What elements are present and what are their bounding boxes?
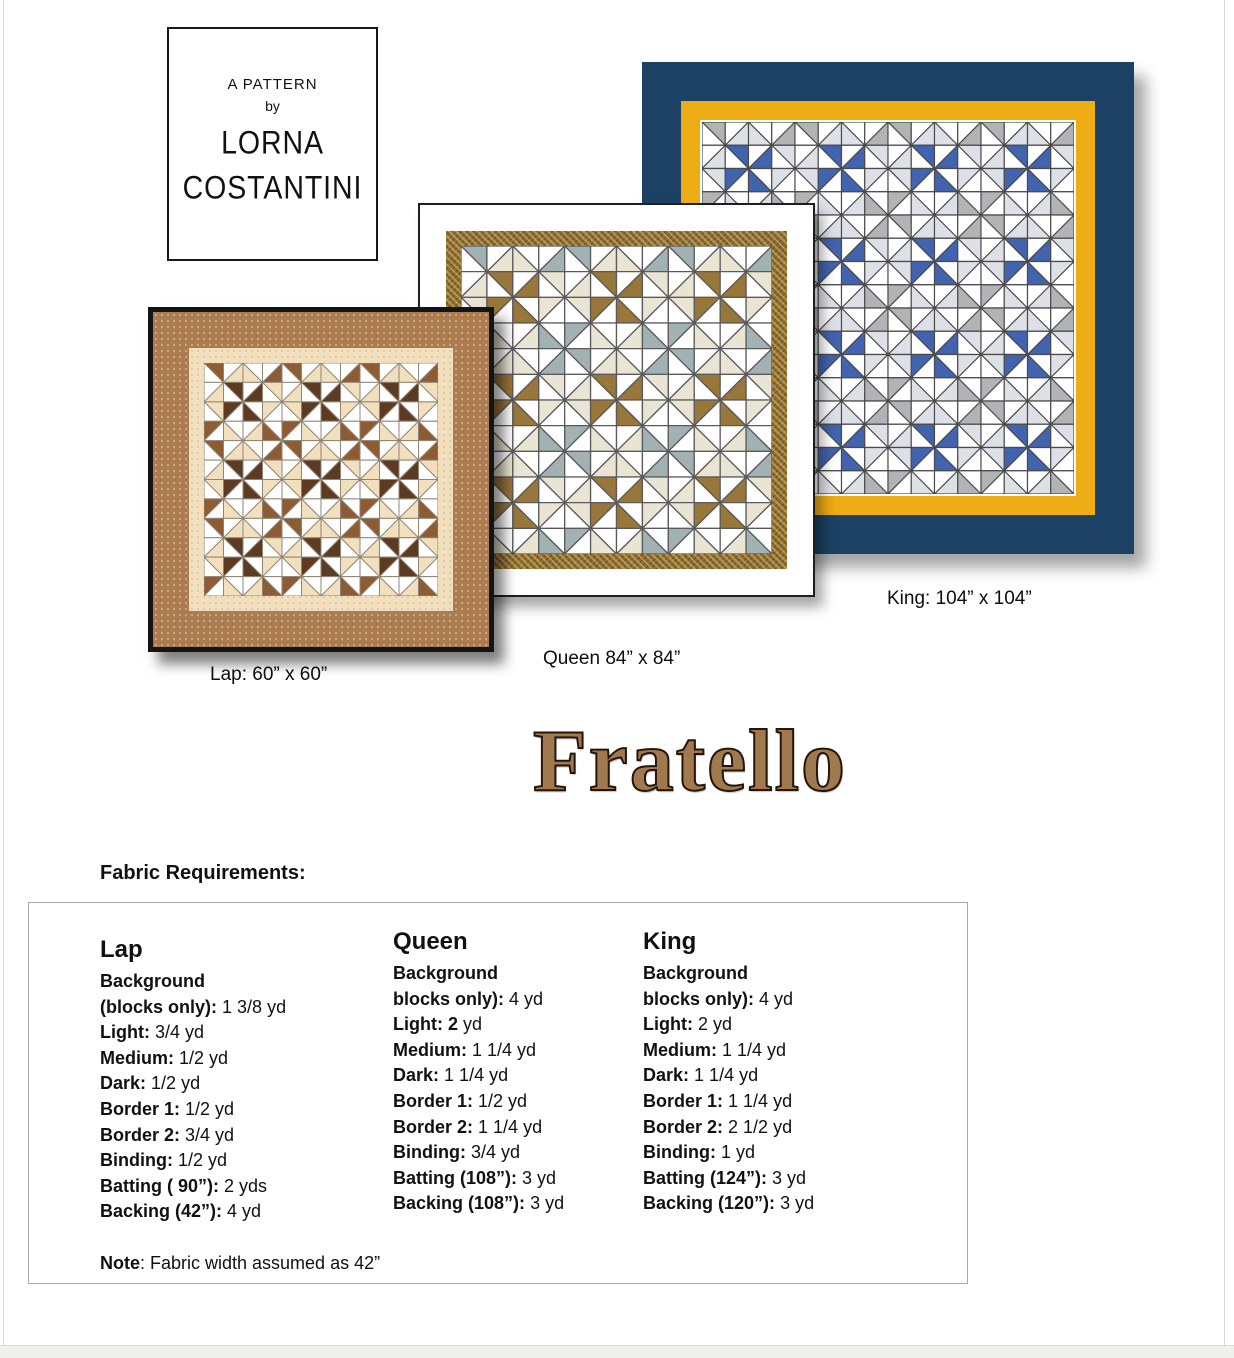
req-line-value [180, 1125, 234, 1145]
req-line-label: Dark: [643, 1065, 690, 1086]
req-line [100, 1097, 380, 1123]
req-line-label: Light: [643, 1014, 693, 1035]
req-line [643, 961, 923, 987]
req-line-value [222, 1201, 261, 1221]
req-line [643, 1166, 923, 1192]
req-line [643, 987, 923, 1013]
req-line-value [180, 1099, 234, 1119]
req-line-value-text: 2 1/2 yd [728, 1116, 793, 1137]
req-line-value [174, 1048, 228, 1068]
req-line [643, 1115, 923, 1141]
req-line-label: Dark: [100, 1073, 147, 1094]
fabric-requirements-heading: Fabric Requirements: [100, 862, 306, 884]
quilt-lap-preview [148, 307, 494, 652]
req-line-value [767, 1168, 806, 1188]
req-line-value-text: 1 3/8 yd [222, 996, 287, 1017]
req-line-value [717, 1040, 786, 1060]
req-line-value [466, 1142, 520, 1162]
req-line-value-text: 2 yd [698, 1014, 733, 1035]
req-line-value-text: 3 yd [522, 1167, 557, 1188]
req-line-value-text: 1/2 yd [185, 1098, 235, 1119]
credit-line-costantini: COSTANTINI [182, 168, 363, 207]
req-line-value-text: 1 1/4 yd [722, 1039, 787, 1060]
req-line-label: Background [643, 963, 749, 983]
req-line-value-text: 1/2 yd [478, 1090, 528, 1111]
req-line-label: Border 2: [643, 1116, 724, 1137]
req-line [100, 1199, 380, 1225]
req-line-value [439, 1065, 508, 1085]
req-line [393, 1038, 673, 1064]
req-line [393, 987, 673, 1013]
caption-lap: Lap: 60” x 60” [210, 664, 328, 685]
req-line-label: Border 2: [393, 1116, 474, 1137]
req-line-value [716, 1142, 755, 1162]
req-line-value-text: 1 1/4 yd [478, 1116, 543, 1137]
req-line [393, 1115, 673, 1141]
req-line-value [467, 1040, 536, 1060]
req-line [643, 1089, 923, 1115]
req-line-value [723, 1117, 792, 1137]
req-line-label: Binding: [100, 1150, 173, 1171]
req-line-value-text: 2 yds [224, 1175, 268, 1196]
req-line-value [723, 1091, 792, 1111]
req-line-value-text: 1 1/4 yd [728, 1090, 793, 1111]
req-line-value-text: 1 1/4 yd [472, 1039, 537, 1060]
fabric-width-note [100, 1253, 380, 1274]
req-line [643, 1012, 923, 1038]
req-line-label: blocks only): [393, 988, 505, 1009]
req-line-value-text: 4 yd [227, 1201, 262, 1222]
req-line [100, 1020, 380, 1046]
req-line-label: Backing (108”): [393, 1193, 526, 1214]
req-line-value-text: 3/4 yd [471, 1142, 521, 1163]
quilt-lap-blocks-svg [204, 363, 438, 596]
quilt-queen-blocks-svg [461, 246, 772, 554]
req-line-value [473, 1091, 527, 1111]
credit-line-lorna: LORNA [221, 123, 324, 162]
req-line [643, 1140, 923, 1166]
req-line-value-text: 4 yd [509, 988, 544, 1009]
req-line-value [473, 1117, 542, 1137]
req-line [643, 1191, 923, 1217]
page-edge-left [3, 0, 4, 1346]
req-line-label: (blocks only): [100, 996, 218, 1017]
req-line [393, 1089, 673, 1115]
req-line-label: Border 1: [643, 1090, 724, 1111]
req-line [393, 1140, 673, 1166]
req-line-value [150, 1022, 204, 1042]
req-line-value-text: 1/2 yd [151, 1073, 201, 1094]
req-line-value [458, 1014, 482, 1034]
req-line [393, 961, 673, 987]
req-line-label: Background [393, 963, 499, 983]
req-line-value-text: 1 1/4 yd [694, 1065, 759, 1086]
req-line-label: Medium: [100, 1047, 174, 1068]
req-line-label: Medium: [393, 1039, 467, 1060]
req-line [643, 1063, 923, 1089]
req-line-value-text: 3/4 yd [185, 1124, 235, 1145]
req-line [393, 1063, 673, 1089]
req-line [100, 1174, 380, 1200]
req-line-label: Border 2: [100, 1124, 181, 1145]
note-text: : Fabric width assumed as 42” [140, 1253, 381, 1273]
req-line-value [693, 1014, 732, 1034]
req-col-heading: Lap [100, 936, 143, 963]
quilt-queen-blocks [446, 231, 787, 569]
req-line [100, 995, 380, 1021]
req-line-label: Backing (120”): [643, 1193, 776, 1214]
req-line [100, 1071, 380, 1097]
req-line-value-text: 1/2 yd [179, 1047, 229, 1068]
req-line-label: Border 1: [100, 1098, 181, 1119]
req-line-value-text: 4 yd [759, 988, 794, 1009]
req-col-heading: Queen [393, 928, 468, 955]
page-edge-right [1224, 0, 1225, 1346]
req-line-value [775, 1193, 814, 1213]
req-line [100, 969, 380, 995]
req-line-label: Batting ( 90”): [100, 1175, 219, 1196]
credit-line-by: by [265, 98, 280, 114]
req-line-value-text: yd [463, 1014, 483, 1035]
req-line-value-text: 1 yd [721, 1142, 756, 1163]
req-line [100, 1123, 380, 1149]
note-label: Note [100, 1253, 140, 1273]
credit-line-a-pattern: A PATTERN [227, 76, 318, 93]
req-line-label: Batting (124”): [643, 1167, 768, 1188]
req-line [100, 1148, 380, 1174]
req-line-value [219, 1176, 267, 1196]
req-line-label: Dark: [393, 1065, 440, 1086]
req-col-queen [393, 928, 673, 1217]
req-line-value [525, 1193, 564, 1213]
req-line-label: Border 1: [393, 1090, 474, 1111]
req-line [393, 1191, 673, 1217]
req-line-value-text: 3 yd [772, 1167, 807, 1188]
req-line-label: Backing (42”): [100, 1201, 223, 1222]
quilt-lap-outer-border [153, 312, 489, 647]
caption-king: King: 104” x 104” [887, 588, 1032, 609]
req-line-label: Medium: [643, 1039, 717, 1060]
req-line-value [146, 1073, 200, 1093]
req-col-lap [100, 936, 380, 1225]
req-line-label: Batting (108”): [393, 1167, 518, 1188]
req-line [393, 1012, 673, 1038]
req-col-lines [100, 969, 380, 1225]
pattern-credit-box [167, 27, 378, 261]
req-line [393, 1166, 673, 1192]
req-line-value [173, 1150, 227, 1170]
req-line [643, 1038, 923, 1064]
quilt-lap-blocks [189, 348, 453, 611]
req-line-label: Background [100, 971, 206, 991]
req-line-value-text: 3/4 yd [155, 1022, 205, 1043]
req-line-label: Binding: [393, 1142, 466, 1163]
req-line-value [754, 989, 793, 1009]
req-line [100, 1046, 380, 1072]
page-bottom-edge [0, 1345, 1234, 1358]
req-line-value [217, 997, 286, 1017]
req-line-value-text: 1/2 yd [178, 1150, 228, 1171]
req-line-value-text: 3 yd [780, 1193, 815, 1214]
req-line-value [689, 1065, 758, 1085]
req-line-value [517, 1168, 556, 1188]
req-col-heading: King [643, 928, 697, 955]
req-line-label: Light: 2 [393, 1014, 458, 1035]
req-col-lines [643, 961, 923, 1217]
req-line-value [504, 989, 543, 1009]
caption-queen: Queen 84” x 84” [543, 648, 681, 669]
page-title: Fratello [532, 713, 848, 810]
req-line-value-text: 3 yd [530, 1193, 565, 1214]
req-line-label: Binding: [643, 1142, 716, 1163]
req-line-label: Light: [100, 1022, 150, 1043]
req-col-king [643, 928, 923, 1217]
req-line-value-text: 1 1/4 yd [444, 1065, 509, 1086]
req-col-lines [393, 961, 673, 1217]
req-line-label: blocks only): [643, 988, 755, 1009]
